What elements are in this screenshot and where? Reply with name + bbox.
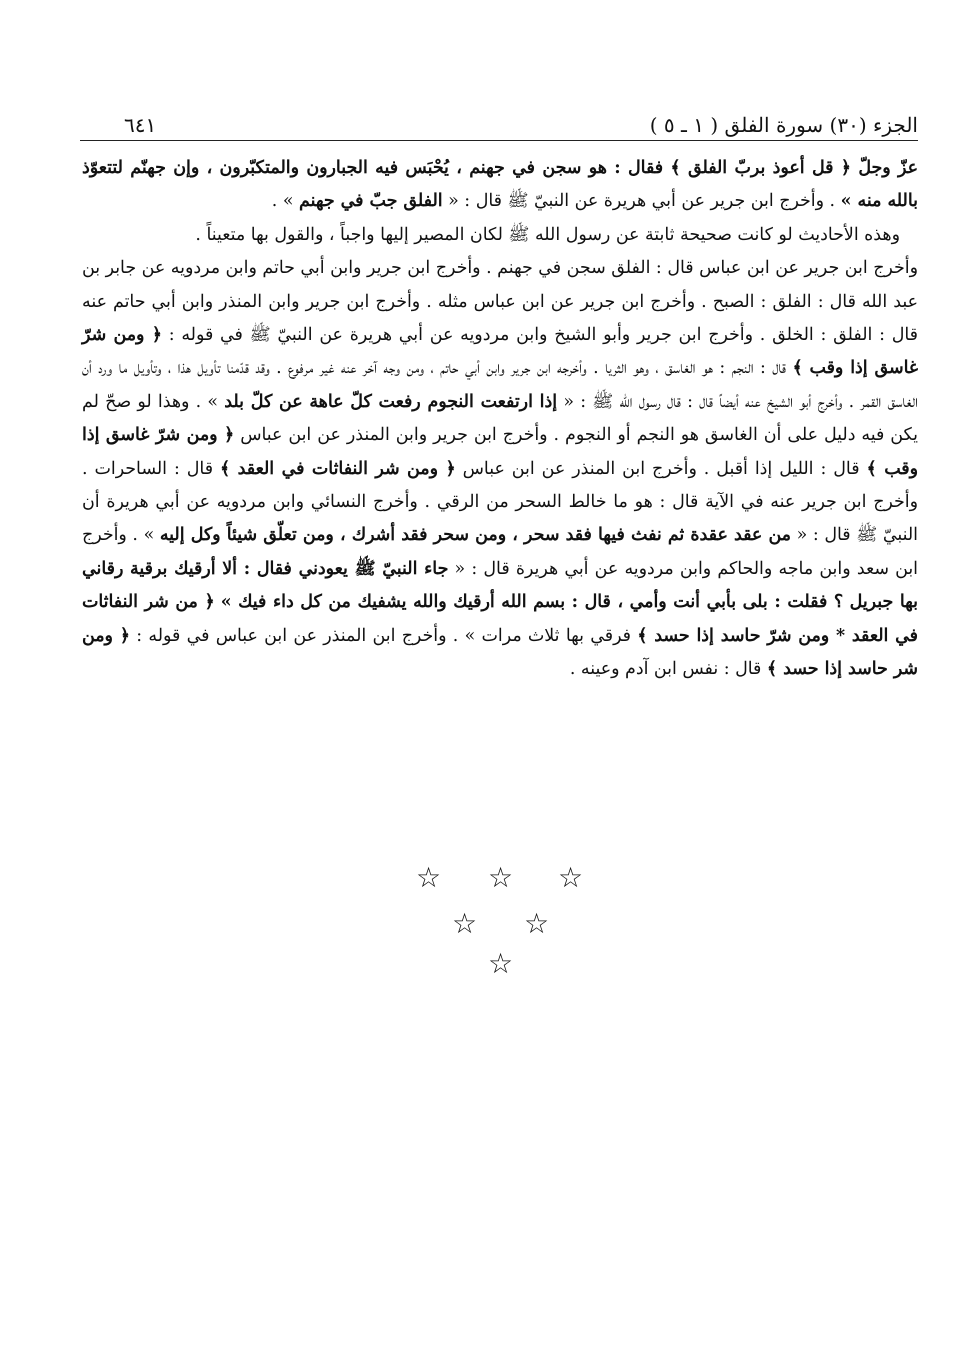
body-text — [82, 152, 918, 687]
text-run: » . وهذا لو صحّ لم يكن فيه دليل على أن الغاسق هو النجم أو النجوم . وأخرج ابن جرير وابن المنذر عن ابن عباس — [82, 391, 918, 446]
text-run: قال : الساحرات . وأخرج ابن جرير عنه في الآية قال : هو ما خالط السحر من الرقي . وأخرج النسائي وابن مردويه عن أبي هريرة أن النبيّ ﷺ قال : « — [82, 458, 919, 546]
text-run: » . — [271, 191, 300, 212]
star-icon: ☆ — [488, 947, 514, 980]
bold-quote: عزّ وجلّ ﴿ قل أعوذ بربّ الفلق ﴾ فقال : هو سجن في جهنم ، يُحْبَس فيه الجبارون والمتكبّرون ، وإن جهنّم لتتعوّذ بالله منه » — [82, 158, 918, 212]
paragraph — [82, 252, 918, 686]
text-run: وأخرج ابن جرير عن ابن عباس قال : الفلق سجن في جهنم . وأخرج ابن جرير وابن أبي حاتم وابن مردويه عن جابر بن عبد الله قال : الفلق : الصبح . وأخرج ابن جرير عن ابن عباس مثله . وأخرج ابن جرير وابن المنذر وابن أبي حاتم عنه قال : الفلق : الخلق . وأخرج ابن جرير وأبو الشيخ وابن مردويه عن أبي هريرة عن النبيّ ﷺ في قوله : — [82, 258, 918, 346]
text-run: قال : الليل إذا أقبل . وأخرج ابن المنذر عن ابن عباس — [455, 458, 867, 479]
bold-quote: ﴿ ومن شر حاسد إذا حسد ﴾ — [82, 625, 918, 680]
bold-quote: من عقد عقدة ثم نفث فيها فقد سحر ، ومن سحر فقد أشرك ، ومن تعلّق شيئاً وكل إليه — [159, 525, 791, 546]
bold-quote: ﴿ من شر النفاثات في العقد * ومن شرّ حاسد إذا حسد ﴾ — [82, 592, 918, 646]
star-icon: ☆ — [416, 861, 442, 894]
bold-quote: جاء النبيّ ﷺ يعودني فقال : ألا أرقيك برقية رقاني بها جبريل ؟ فقلت : بلى بأبي أنت وأمي ، قال : بسم الله أرقيك والله يشفيك من كل داء فيك » — [82, 558, 918, 613]
star-icon: ☆ — [558, 861, 584, 894]
bold-quote: الفلق جبّ في جهنم — [299, 191, 443, 212]
section-end-ornament — [380, 861, 620, 994]
star-icon: ☆ — [452, 907, 478, 940]
bold-quote: إذا ارتفعت النجوم رفعت كلّ عاهة عن كلّ بلد — [224, 391, 558, 412]
star-icon: ☆ — [524, 907, 550, 940]
text-run: » . وأخرج ابن سعد وابن ماجه والحاكم وابن مردويه عن أبي هريرة قال : « — [82, 525, 918, 579]
text-run: قال : النجم : هو الغاسق ، وهو الثريا . وأخرجه ابن جرير وابن أبي حاتم ، ومن وجه آخر عنه غير مرفوع . وقد قدّمنا تأويل هذا ، وتأويل ما ورد أن الغاسق القمر . وأخرج أبو الشيخ عنه أيضاً قال : قال رسول الله ﷺ : « — [82, 358, 919, 412]
text-run: قال : نفس ابن آدم وعينه . — [569, 659, 767, 680]
paragraph — [82, 219, 918, 252]
page-number: ٦٤١ — [124, 113, 157, 137]
bold-quote: ﴿ ومن شرّ غاسق إذا وقب ﴾ — [82, 325, 918, 379]
bold-quote: ﴿ ومن شرّ غاسق إذا وقب ﴾ — [82, 425, 918, 479]
bold-quote: ﴿ ومن شر النفاثات في العقد ﴾ — [220, 458, 456, 479]
running-title: الجزء (٣٠) سورة الفلق ( ١ ـ ٥ ) — [649, 113, 918, 137]
text-run: فرقي بها ثلاث مرات » . وأخرج ابن المنذر عن ابن عباس في قوله : — [129, 625, 638, 646]
page-header — [80, 112, 918, 141]
star-icon: ☆ — [488, 861, 514, 894]
text-run: وهذه الأحاديث لو كانت صحيحة ثابتة عن رسول الله ﷺ لكان المصير إليها واجباً ، والقول بها متعيناً . — [195, 224, 900, 245]
text-run: . وأخرج ابن جرير عن أبي هريرة عن النبيّ ﷺ قال : « — [442, 191, 841, 212]
paragraph — [82, 152, 918, 219]
